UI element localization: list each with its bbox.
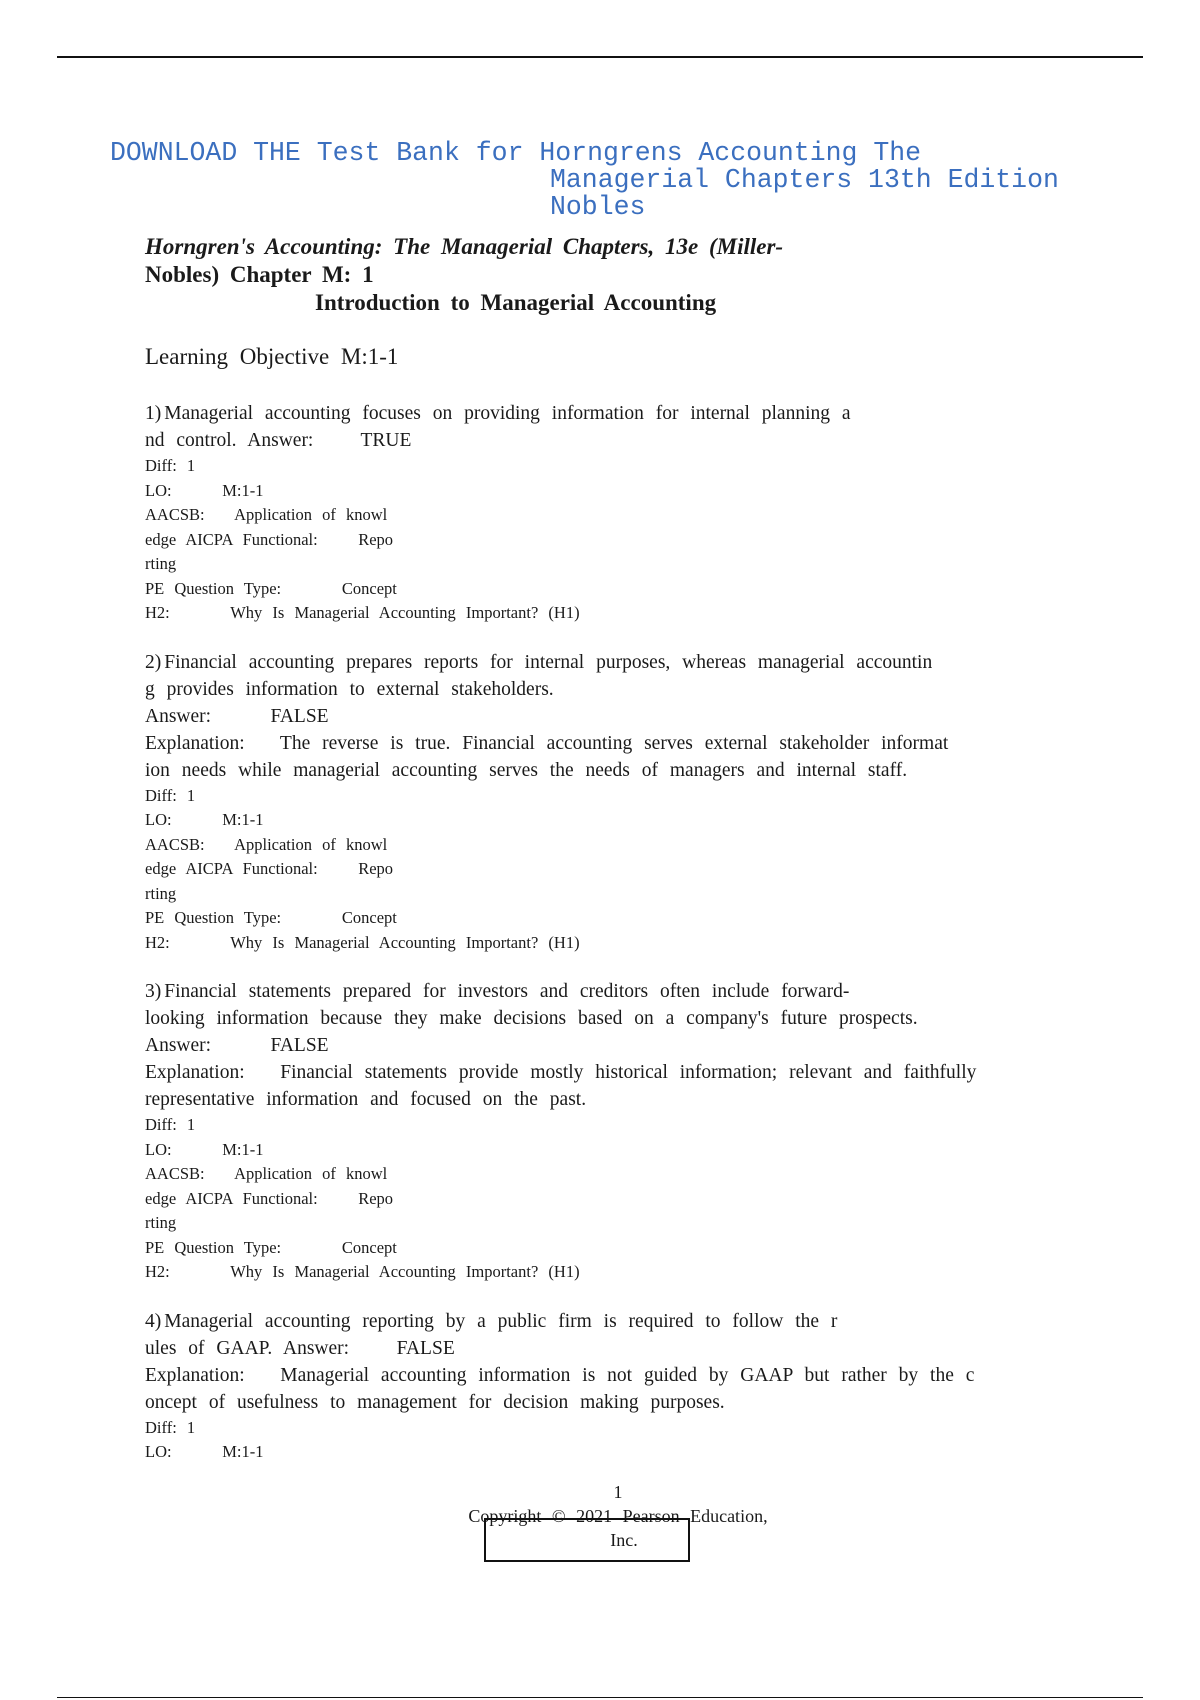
download-heading-line[interactable]: DOWNLOAD THE Test Bank for Horngrens Accounting The — [110, 138, 922, 168]
stamp-box — [484, 1518, 690, 1562]
question-meta: H2: Why Is Managerial Accounting Important? (H1) — [145, 932, 580, 952]
question-meta: PE Question Type: Concept — [145, 1237, 397, 1257]
question-text: 2) Financial accounting prepares reports for internal purposes, whereas managerial accountin — [145, 651, 933, 673]
question-text: 3) Financial statements prepared for investors and creditors often include forward- — [145, 981, 850, 1002]
question-item — [145, 400, 1135, 626]
question-line: representative information and focused on the past. — [145, 1089, 587, 1110]
question-meta: PE Question Type: Concept — [145, 578, 397, 598]
question-line: Explanation: Financial statements provide mostly historical information; relevant and faithfully — [145, 1062, 977, 1083]
question-number: 1) — [145, 403, 162, 424]
question-meta: rting — [145, 554, 177, 573]
question-meta: rting — [145, 883, 177, 903]
question-line: oncept of usefulness to management for decision making purposes. — [145, 1391, 725, 1413]
question-meta: AACSB: Application of knowl — [145, 1164, 388, 1183]
question-line: ion needs while managerial accounting serves the needs of managers and internal staff. — [145, 759, 908, 781]
question-line: Answer: FALSE — [145, 705, 329, 727]
chapter-subtitle: Introduction to Managerial Accounting — [315, 290, 717, 315]
question-meta: edge AICPA Functional: Repo — [145, 1188, 394, 1208]
question-text: 4) Managerial accounting reporting by a public firm is required to follow the r — [145, 1310, 838, 1332]
question-line: nd control. Answer: TRUE — [145, 430, 412, 451]
top-rule — [57, 56, 1143, 58]
question-number: 2) — [145, 651, 162, 673]
question-text: 1) Managerial accounting focuses on providing information for internal planning a — [145, 403, 851, 424]
question-item — [145, 649, 1135, 956]
question-item — [145, 1308, 1135, 1465]
question-meta: H2: Why Is Managerial Accounting Important? (H1) — [145, 603, 580, 622]
question-meta: edge AICPA Functional: Repo — [145, 529, 394, 549]
question-meta: Diff: 1 — [145, 785, 196, 805]
question-line: ules of GAAP. Answer: FALSE — [145, 1337, 455, 1359]
question-line: Explanation: Managerial accounting information is not guided by GAAP but rather by the c — [145, 1364, 975, 1386]
question-item — [145, 978, 1135, 1285]
question-meta: LO: M:1-1 — [145, 810, 264, 829]
download-heading[interactable] — [110, 140, 1110, 221]
download-heading-line[interactable]: Nobles — [550, 192, 646, 222]
question-meta: LO: M:1-1 — [145, 1139, 264, 1159]
copyright-text: Copyright © 2021 Pearson Education, — [468, 1506, 768, 1526]
question-list — [145, 400, 1135, 1488]
download-heading-line[interactable]: Managerial Chapters 13th Edition — [550, 165, 1059, 195]
question-meta: LO: M:1-1 — [145, 1442, 264, 1461]
question-meta: rting — [145, 1213, 177, 1232]
bottom-rule — [57, 1697, 1143, 1698]
page-number: 1 — [613, 1482, 623, 1502]
question-line: looking information because they make decisions based on a company's future prospects. — [145, 1008, 918, 1029]
document-title-line: Horngren's Accounting: The Managerial Chapters, 13e (Miller- — [145, 234, 784, 259]
question-meta: AACSB: Application of knowl — [145, 834, 388, 854]
question-meta: edge AICPA Functional: Repo — [145, 859, 394, 878]
question-meta: PE Question Type: Concept — [145, 908, 397, 927]
document-title-line: Nobles) Chapter M: 1 — [145, 262, 374, 287]
question-line: g provides information to external stakeholders. — [145, 678, 554, 700]
question-meta: LO: M:1-1 — [145, 480, 264, 500]
section-heading: Learning Objective M:1-1 — [145, 344, 399, 369]
question-number: 4) — [145, 1310, 162, 1332]
question-number: 3) — [145, 981, 162, 1002]
question-meta: Diff: 1 — [145, 1115, 196, 1134]
question-meta: Diff: 1 — [145, 1417, 196, 1437]
document-title — [145, 233, 865, 317]
copyright-inc: Inc. — [610, 1530, 638, 1550]
question-meta: Diff: 1 — [145, 456, 196, 475]
question-line: Answer: FALSE — [145, 1035, 329, 1056]
question-line: Explanation: The reverse is true. Financial accounting serves external stakeholder informat — [145, 732, 949, 754]
question-meta: H2: Why Is Managerial Accounting Important? (H1) — [145, 1262, 580, 1281]
question-meta: AACSB: Application of knowl — [145, 505, 388, 524]
